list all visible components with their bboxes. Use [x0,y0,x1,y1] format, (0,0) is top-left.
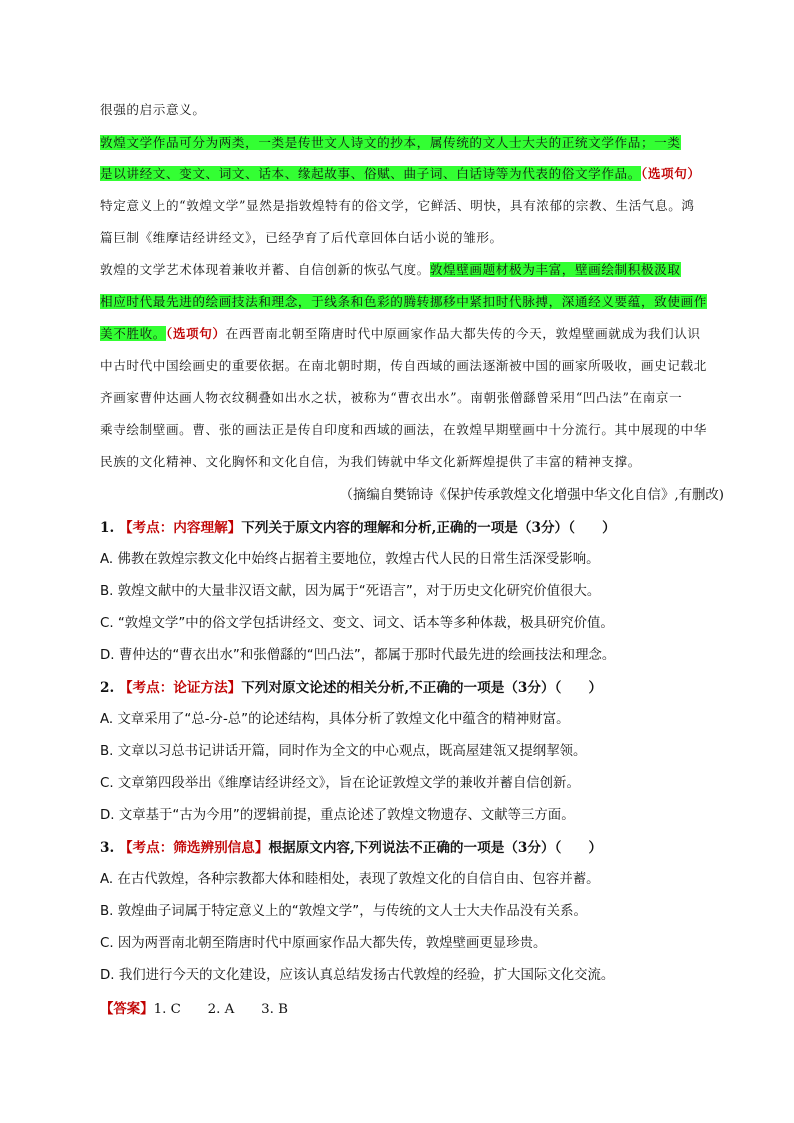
question-number: 3. [100,840,115,856]
passage-line [100,100,724,120]
passage-line [100,452,724,472]
question-2-stem [100,676,602,696]
passage-text: 很强的启示意义。 [100,102,206,117]
passage-line [100,356,724,376]
passage-line [100,324,724,344]
passage-text: 中古时代中国绘画史的重要依据。在南北朝时期，传自西域的画法逐渐被中国的画家所吸收，画史记载北 [100,358,707,373]
source-citation: （摘编自樊锦诗《保护传承敦煌文化增强中华文化自信》,有删改) [339,488,724,503]
highlighted-sentence: 相应时代最先进的绘画技法和理念，于线条和色彩的腾转挪移中紧扣时代脉搏，深通经义要蕴，致使画作 [100,294,707,309]
passage-line [100,164,724,184]
answer-text: 1. C 2. A 3. B [153,1002,288,1017]
passage-line [100,292,724,312]
question-3-option-c: C. 因为两晋南北朝至隋唐时代中原画家作品大都失传，敦煌壁画更显珍贵。 [100,936,547,951]
question-number: 2. [100,680,115,696]
passage-text: 乘寺绘制壁画。曹、张的画法正是传自印度和西域的画法，在敦煌早期壁画中十分流行。其中展现的中华 [100,422,707,437]
question-tag: 【考点：内容理解】 [118,520,242,536]
question-number: 1. [100,520,115,536]
question-1-option-d: D. 曹仲达的“曹衣出水”和张僧繇的“凹凸法”，都属于那时代最先进的绘画技法和理念。 [100,648,616,663]
option-sentence-marker: （选项句） [640,166,701,181]
question-tag: 【考点：论证方法】 [118,680,242,696]
passage-text: 特定意义上的“敦煌文学”显然是指敦煌特有的俗文学，它鲜活、明快，具有浓郁的宗教、生活气息。鸿 [100,198,695,213]
passage-line [100,420,724,440]
question-2-option-a: A. 文章采用了“总-分-总”的论述结构，具体分析了敦煌文化中蕴含的精神财富。 [100,712,570,727]
question-3-option-a: A. 在古代敦煌，各种宗教都大体和睦相处，表现了敦煌文化的自信自由、包容并蓄。 [100,872,600,887]
passage-line [100,196,724,216]
question-2-option-d: D. 文章基于“古为今用”的逻辑前提，重点论述了敦煌文物遗存、文献等三方面。 [100,808,575,823]
question-tag: 【考点：筛选辨别信息】 [118,840,269,856]
passage-text: 齐画家曹仲达画人物衣纹稠叠如出水之状，被称为“曹衣出水”。南朝张僧繇曾采用“凹凸法”在南京一 [100,390,683,405]
question-1-option-b: B. 敦煌文献中的大量非汉语文献，因为属于“死语言”，对于历史文化研究价值很大。 [100,584,601,599]
question-2-option-b: B. 文章以习总书记讲话开篇，同时作为全文的中心观点，既高屋建瓴又提纲挈领。 [100,744,587,759]
question-1-stem [100,516,616,536]
passage-line [100,388,724,408]
highlighted-sentence: 是以讲经文、变文、词文、话本、缘起故事、俗赋、曲子词、白话诗等为代表的俗文学作品。 [100,166,641,181]
answer-label: 【答案】 [100,1001,154,1017]
question-text: 下列关于原文内容的理解和分析,正确的一项是（3分）（ ） [241,520,616,536]
question-2-option-c: C. 文章第四段举出《维摩诘经讲经文》，旨在论证敦煌文学的兼收并蓄自信创新。 [100,776,580,791]
highlighted-sentence: 敦煌壁画题材极为丰富，壁画绘制积极汲取 [429,262,681,277]
passage-line [100,260,724,280]
option-sentence-marker: （选项句） [165,326,226,341]
passage-line [100,133,724,153]
question-1-option-a: A. 佛教在敦煌宗教文化中始终占据着主要地位，敦煌古代人民的日常生活深受影响。 [100,552,600,567]
question-text: 根据原文内容,下列说法不正确的一项是（3分）（ ） [268,840,603,856]
highlighted-sentence: 敦煌文学作品可分为两类，一类是传世文人诗文的抄本，属传统的文人士大夫的正统文学作品；一类 [100,135,681,150]
passage-line [100,228,724,248]
question-3-option-d: D. 我们进行今天的文化建设，应该认真总结发扬古代敦煌的经验，扩大国际文化交流。 [100,968,615,983]
question-text: 下列对原文论述的相关分析,不正确的一项是（3分）（ ） [241,680,603,696]
passage-text: 篇巨制《维摩诘经讲经文》，已经孕育了后代章回体白话小说的雏形。 [100,230,503,245]
highlighted-sentence: 美不胜收。 [100,326,166,341]
passage-text: 敦煌的文学艺术体现着兼收并蓄、自信创新的恢弘气度。 [100,262,430,277]
passage-text: 在西晋南北朝至隋唐时代中原画家作品大都失传的今天，敦煌壁画就成为我们认识 [225,326,701,341]
answer-line [100,998,288,1017]
passage-text: 民族的文化精神、文化胸怀和文化自信，为我们铸就中华文化新辉煌提供了丰富的精神支撑。 [100,454,641,469]
question-1-option-c: C. “敦煌文学”中的俗文学包括讲经文、变文、词文、话本等多种体裁，极具研究价值。 [100,616,614,631]
question-3-option-b: B. 敦煌曲子词属于特定意义上的“敦煌文学”，与传统的文人士大夫作品没有关系。 [100,904,587,919]
question-3-stem [100,836,602,856]
